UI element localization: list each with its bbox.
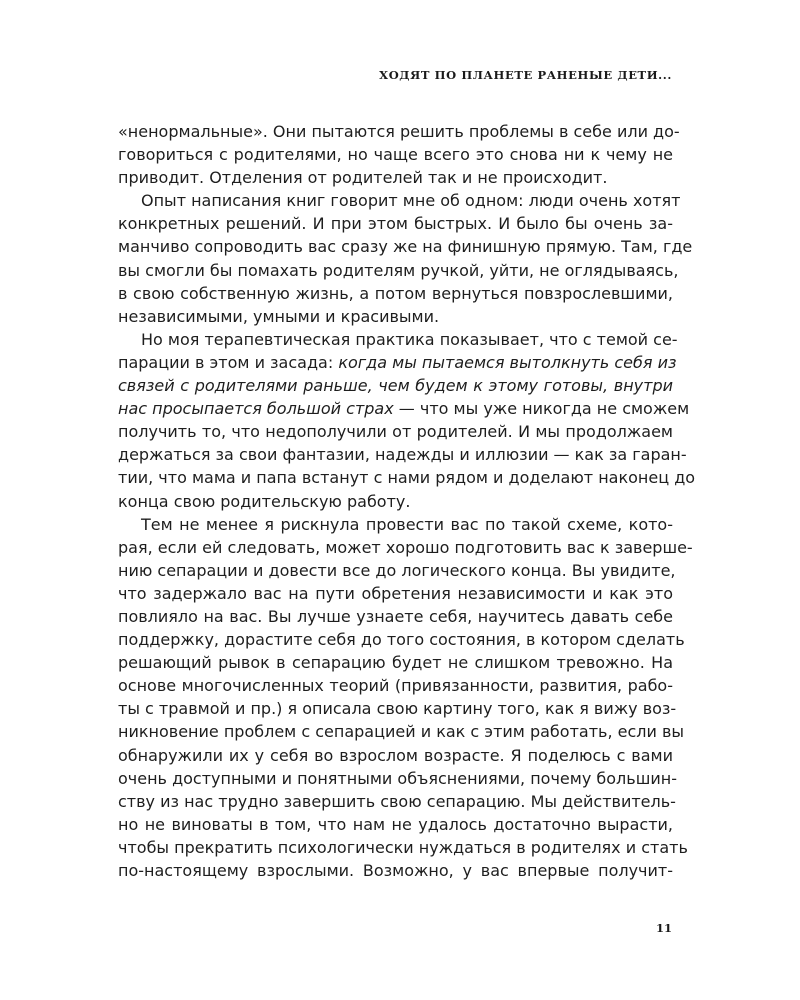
text-line: Опыт написания книг говорит мне об одном: люди очень хотят (141, 191, 681, 211)
text-line: независимыми, умными и красивыми. (118, 306, 440, 326)
text-line: держаться за свои фантазии, надежды и иллюзии — как за гаран- (118, 445, 687, 465)
text-line: Тем не менее я рискнула провести вас по такой схеме, кото- (141, 514, 673, 534)
text-line: тии, что мама и папа встанут с нами рядом и доделают наконец до (118, 468, 696, 488)
text-line: вы смогли бы помахать родителям ручкой, уйти, не оглядываясь, (118, 260, 679, 280)
text-line: ству из нас трудно завершить свою сепарацию. Мы действитель- (118, 791, 676, 811)
text-line: рая, если ей следовать, может хорошо подготовить вас к заверше- (118, 537, 693, 557)
text-line: ты с травмой и пр.) я описала свою картину того, как я вижу воз- (118, 699, 677, 719)
text-line: обнаружили их у себя во взрослом возрасте. Я поделюсь с вами (118, 745, 673, 765)
text-fragment: — что мы уже никогда не сможем (393, 399, 690, 419)
text-line: но не виноваты в том, что нам не удалось достаточно вырасти, (118, 814, 673, 834)
running-header: ХОДЯТ ПО ПЛАНЕТЕ РАНЕНЫЕ ДЕТИ... (379, 68, 672, 82)
text-line: нию сепарации и довести все до логического конца. Вы увидите, (118, 560, 676, 580)
text-line: конца свою родительскую работу. (118, 491, 411, 511)
text-line: Но моя терапевтическая практика показывает, что с темой се- (141, 329, 678, 349)
text-line: приводит. Отделения от родителей так и не происходит. (118, 168, 608, 188)
text-line: решающий рывок в сепарацию будет не слишком тревожно. На (118, 653, 673, 673)
text-line: в свою собственную жизнь, а потом вернуться повзрослевшими, (118, 283, 673, 303)
text-fragment: парации в этом и засада: (118, 352, 339, 372)
text-line: манчиво сопроводить вас сразу же на финишную прямую. Там, где (118, 237, 693, 257)
text-line: поддержку, дорастите себя до того состояния, в котором сделать (118, 630, 685, 650)
italic-fragment: когда мы пытаемся вытолкнуть себя из (338, 352, 677, 372)
text-line: говориться с родителями, но чаще всего это снова ни к чему не (118, 145, 673, 165)
text-line: получить то, что недополучили от родителей. И мы продолжаем (118, 422, 673, 442)
italic-fragment: нас просыпается большой страх (118, 399, 394, 419)
text-line: никновение проблем с сепарацией и как с этим работать, если вы (118, 722, 685, 742)
text-line: основе многочисленных теорий (привязанности, развития, рабо- (118, 676, 673, 696)
text-line: повлияло на вас. Вы лучше узнаете себя, научитесь давать себе (118, 606, 673, 626)
body-text (118, 120, 696, 882)
text-line: конкретных решений. И при этом быстрых. И было бы очень за- (118, 214, 673, 234)
text-line: связей с родителями раньше, чем будем к этому готовы, внутри (118, 376, 673, 396)
text-line: очень доступными и понятными объяснениями, почему большин- (118, 768, 677, 788)
text-line: «ненормальные». Они пытаются решить проблемы в себе или до- (118, 122, 680, 141)
text-line (118, 351, 677, 374)
text-line: чтобы прекратить психологически нуждаться в родителях и стать (118, 837, 688, 857)
text-line (118, 397, 690, 420)
text-line: по-настоящему взрослыми. Возможно, у вас впервые получит- (118, 861, 673, 880)
page-number: 11 (655, 921, 672, 935)
text-line: что задержало вас на пути обретения независимости и как это (118, 583, 673, 603)
